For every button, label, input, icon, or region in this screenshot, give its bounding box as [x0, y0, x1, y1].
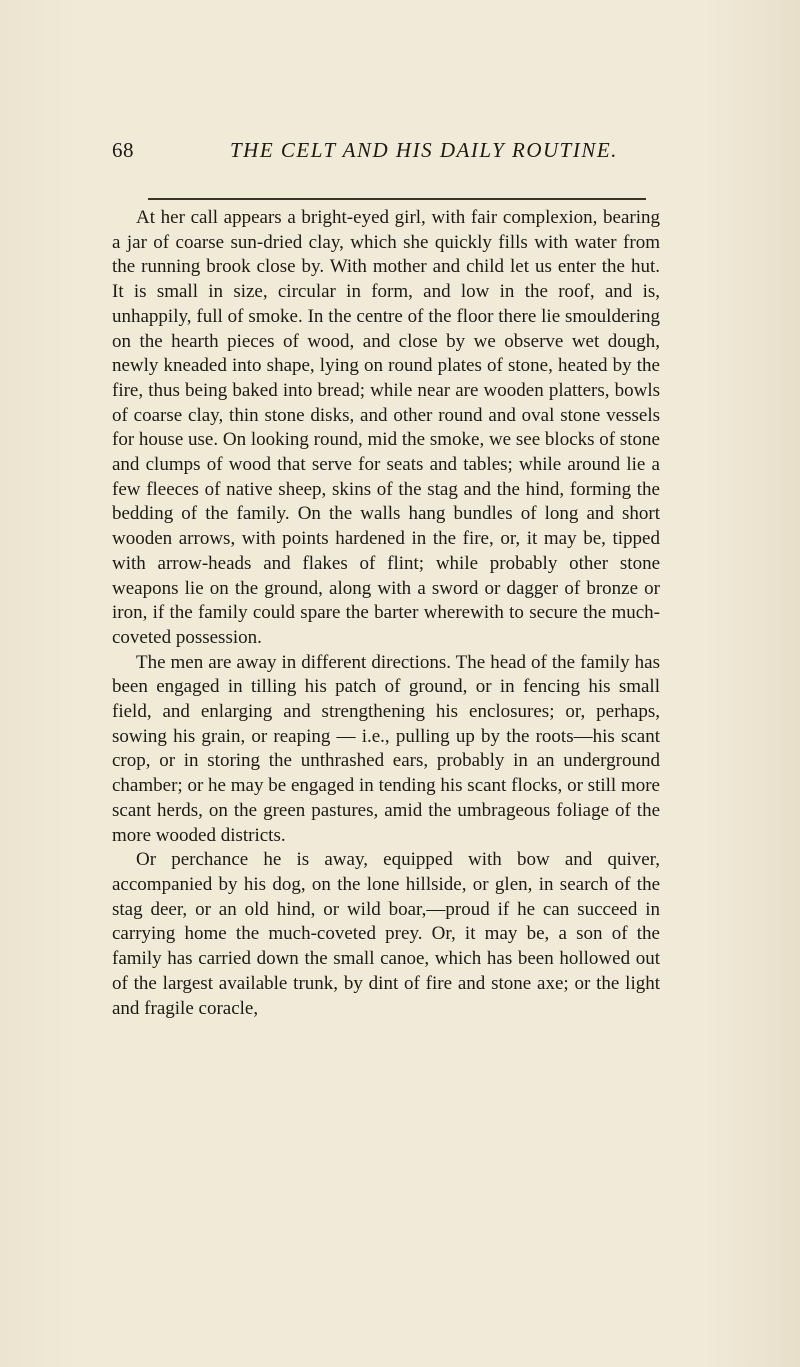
page-header	[112, 138, 660, 168]
paragraph-2: The men are away in different directions. The head of the family has been engaged in tilling his patch of ground, or in fencing his small field, and enlarging and strengthening his enclosures; or, perhaps, sowing his grain, or reaping — i.e., pulling up by the roots—his scant crop, or in storing the unthrashed ears, probably in an underground chamber; or he may be engaged in tending his scant flocks, or still more scant herds, on the green pastures, amid the umbrageous foliage of the more wooded districts.	[112, 651, 660, 846]
body-text	[112, 206, 660, 1021]
paragraph-3: Or perchance he is away, equipped with bow and quiver, accompanied by his dog, on the lone hillside, or glen, in search of the stag deer, or an old hind, or wild boar,—proud if he can succeed in carrying home the much-coveted prey. Or, it may be, a son of the family has carried down the small canoe, which has been hollowed out of the largest available trunk, by dint of fire and stone axe; or the light and fragile coracle,	[112, 849, 660, 1019]
running-head: THE CELT AND HIS DAILY ROUTINE.	[230, 138, 618, 162]
header-rule	[148, 198, 646, 200]
paragraph-1: At her call appears a bright-eyed girl, with fair complexion, bearing a jar of coarse sun-dried clay, which she quickly fills with water from the running brook close by. With mother and child let us enter the hut. It is small in size, circular in form, and low in the roof, and is, unhappily, full of smoke. In the centre of the floor there lie smouldering on the hearth pieces of wood, and close by we observe wet dough, newly kneaded into shape, lying on round plates of stone, heated by the fire, thus being baked into bread; while near are wooden platters, bowls of coarse clay, thin stone disks, and other round and oval stone vessels for house use. On looking round, mid the smoke, we see blocks of stone and clumps of wood that serve for seats and tables; while around lie a few fleeces of native sheep, skins of the stag and the hind, forming the bedding of the family. On the walls hang bundles of long and short wooden arrows, with points hardened in the fire, or, it may be, tipped with arrow-heads and flakes of flint; while probably other stone weapons lie on the ground, along with a sword or dagger of bronze or iron, if the family could spare the barter wherewith to secure the much-coveted possession.	[112, 207, 660, 648]
page-number: 68	[112, 138, 134, 162]
